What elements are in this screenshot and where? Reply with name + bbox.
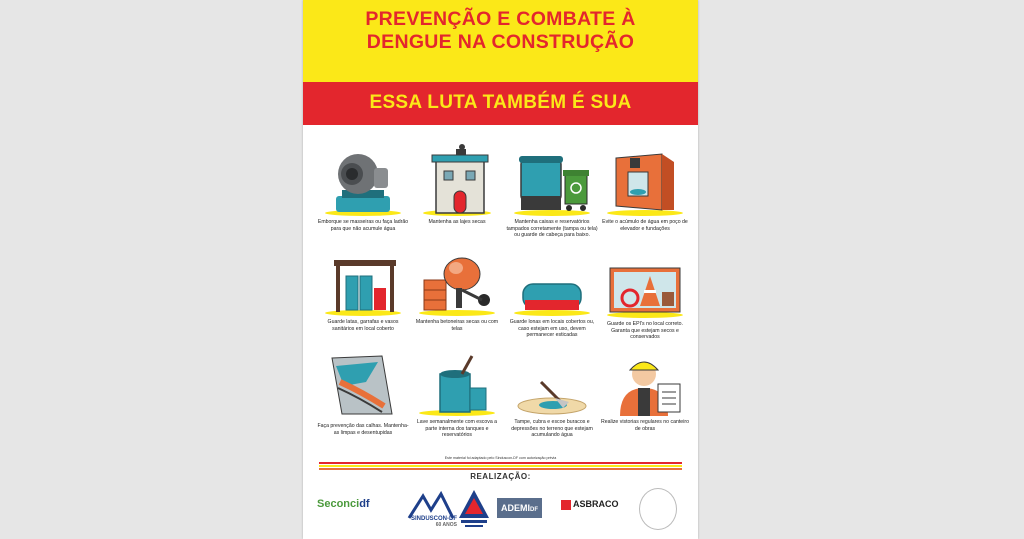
- concrete-mixer-icon: [322, 150, 404, 216]
- gutter-icon: [322, 352, 404, 420]
- title-line-2: DENGUE NA CONSTRUÇÃO: [366, 31, 635, 53]
- tip-text: Tampe, cubra e escoe buracos e depressões no terreno que estejam acumulando água: [511, 419, 593, 438]
- tip-text: Lave semanalmente com escova a parte interna dos tanques e reservatórios: [416, 419, 498, 438]
- tip-12: [599, 350, 691, 432]
- tip-3: [506, 150, 598, 239]
- seconci-logo: [317, 498, 370, 510]
- bucket-brush-icon: [416, 354, 498, 416]
- seconci-logo-suffix: df: [359, 498, 370, 510]
- ademi-logo-suffix: DF: [530, 507, 538, 513]
- tip-text: Mantenha as lajes secas: [428, 219, 486, 225]
- tip-text: Realize vistorias regulares no canteiro de obras: [601, 419, 689, 432]
- asbraco-logo: [561, 499, 619, 510]
- tip-text: Mantenha betoneiras secas ou com telas: [415, 319, 499, 332]
- tip-9: [317, 352, 409, 436]
- building-slab-icon: [416, 143, 498, 216]
- sinduscon-name: SINDUSCON-DF: [411, 516, 457, 522]
- tarp-icon: [511, 270, 593, 316]
- realizacao-label: REALIZAÇÃO:: [470, 472, 531, 481]
- tip-text: Guarde lonas em locais cobertos ou, caso estejam em uso, devem permanecer esticadas: [509, 319, 595, 338]
- seconci-logo-text: Seconci: [317, 498, 360, 510]
- covered-storage-icon: [322, 254, 404, 316]
- sticomb-logo: [457, 488, 491, 530]
- credit-note: Este material foi adaptado pelo Sinduscon-DF com autorização prévia: [444, 456, 557, 460]
- tip-text: Guarde latas, garrafas e vasos sanitários em local coberto: [327, 319, 399, 332]
- pothole-icon: [511, 372, 593, 416]
- ppe-storage-icon: [604, 264, 686, 318]
- divider-stripes: [319, 462, 682, 471]
- poster-page: [303, 0, 698, 539]
- elevator-shaft-icon: [604, 150, 686, 216]
- tip-text: Mantenha caixas e reservatórios tampados corretamente (tampa ou tela) ou guarde de cabeça para baixo.: [506, 219, 598, 238]
- ademi-logo: [497, 498, 542, 518]
- ademi-logo-text: ADEMI: [501, 503, 530, 513]
- tip-11: [506, 372, 598, 439]
- tip-4: [599, 150, 691, 232]
- tip-text: Guarde os EPI's no local correto. Garanta que estejam secos e conservados: [607, 321, 683, 340]
- asbraco-logo-text: ASBRACO: [573, 499, 619, 509]
- association-seal-logo: [639, 488, 677, 530]
- title-line-1: PREVENÇÃO E COMBATE À: [365, 8, 636, 30]
- tip-10: [411, 354, 503, 439]
- tip-text: Evite o acúmulo de água em poço de elevador e fundações: [602, 219, 688, 232]
- tip-1: [317, 150, 409, 232]
- tip-2: [411, 143, 503, 226]
- tip-5: [317, 254, 409, 332]
- tip-8: [599, 264, 691, 341]
- tip-7: [506, 270, 598, 339]
- tip-text: Faça prevenção das calhas. Mantenha-as limpas e desentupidas: [317, 423, 409, 436]
- poster-subtitle: ESSA LUTA TAMBÉM É SUA: [369, 92, 632, 113]
- tip-6: [411, 250, 503, 332]
- asbraco-mark-icon: [561, 500, 571, 510]
- tip-text: Emborque se masseiras ou faça ladrão para que não acumule água: [317, 219, 409, 232]
- mixer-bricks-icon: [416, 250, 498, 316]
- poster-title: [303, 8, 698, 54]
- water-tank-icon: [511, 150, 593, 216]
- sinduscon-logo-text: [411, 516, 457, 528]
- inspector-icon: [604, 350, 686, 416]
- sinduscon-anniversary: 60 ANOS: [435, 522, 457, 528]
